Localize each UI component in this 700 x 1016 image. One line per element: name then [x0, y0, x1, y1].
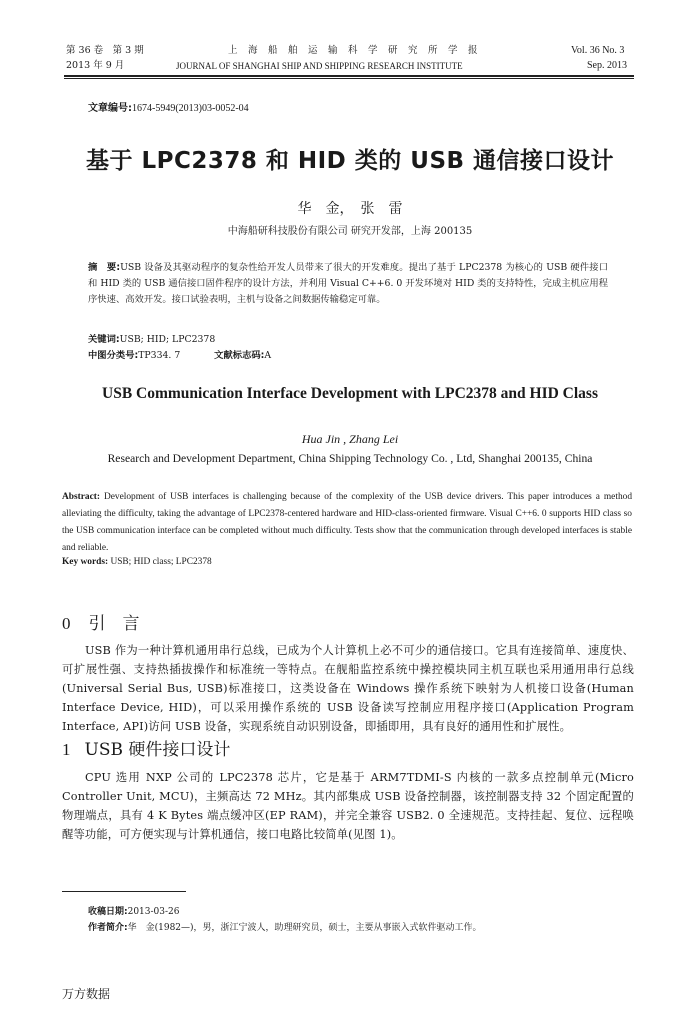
abstract-en-text: Development of USB interfaces is challenging because of the complexity of the USB device drivers. This paper introduces a method alleviating the difficulty, taking the advantage of LPC2378-centered hardware and HID-class-oriented firmware. Visual C++6. 0 supports HID class so the USB communication interface can be completed without much difficulty. Tests show that the communication through developed interfaces is stable and reliable. — [62, 492, 633, 553]
authors-en: Hua Jin , Zhang Lei — [301, 432, 399, 446]
header-journal-en: JOURNAL OF SHANGHAI SHIP AND SHIPPING RESEARCH INSTITUTE — [176, 61, 463, 71]
section-1-number: 1 — [62, 740, 71, 759]
keywords-cn-value: USB; HID; LPC2378 — [119, 334, 216, 345]
article-number — [88, 99, 249, 114]
received-value: 2013-03-26 — [127, 907, 180, 917]
footnote-rule — [62, 891, 186, 892]
article-number-label: 文章编号: — [88, 103, 132, 114]
keywords-en — [62, 557, 212, 567]
section-0-number: 0 — [62, 614, 71, 633]
header-rule-top — [64, 75, 634, 77]
affiliation-en: Research and Development Department, China Shipping Technology Co. , Ltd, Shanghai 200135, China — [107, 452, 593, 465]
watermark: 万方数据 — [62, 987, 111, 1001]
header-volume: 第 36 卷 第 3 期 — [66, 45, 144, 56]
header-journal-cn: 上 海 船 舶 运 输 科 学 研 究 所 学 报 — [228, 45, 479, 56]
authors-cn: 华 金， 张 雷 — [297, 201, 403, 217]
title-en: USB Communication Interface Development with LPC2378 and HID Class — [102, 385, 598, 402]
clc-label: 中图分类号: — [88, 350, 139, 361]
keywords-cn-label: 关键词: — [88, 334, 120, 345]
doc-code-label: 文献标志码: — [214, 350, 265, 361]
footnote-received — [88, 905, 180, 920]
abstract-en — [62, 489, 632, 557]
article-number-value: 1674-5949(2013)03-0052-04 — [132, 103, 249, 114]
abstract-en-label: Abstract: — [62, 492, 101, 502]
section-1-title: USB 硬件接口设计 — [84, 740, 231, 760]
abstract-cn-label: 摘 要: — [88, 262, 121, 273]
clc-value: TP334. 7 — [138, 350, 181, 361]
header-vol-en: Vol. 36 No. 3 — [571, 45, 625, 56]
section-1-heading — [62, 735, 230, 760]
abstract-cn — [88, 260, 608, 307]
footnote-bio — [88, 921, 482, 936]
keywords-en-label: Key words: — [62, 557, 109, 567]
title-cn: 基于 LPC2378 和 HID 类的 USB 通信接口设计 — [85, 148, 615, 174]
header-date: 2013 年 9 月 — [66, 60, 125, 71]
section-0-body: USB 作为一种计算机通用串行总线，已成为个人计算机上必不可少的通信接口。它具有连接简单、速度快、可扩展性强、支持热插拔操作和标准统一等特点。在舰船监控系统中操控模块同主机互联也采用通用串行总线(Universal Serial Bus, USB)标准接口，这类设备在 Windows 操作系统下映射为人机接口设备(Human Interface Device, HID)，可以采用操作系统的 USB 设备读写控制应用程序接口(Application Program Interface, API)访问 USB 设备，实现系统自动识别设备，即插即用，具有良好的通用性和扩展性。 — [62, 644, 634, 733]
section-0-title: 引 言 — [88, 614, 140, 634]
bio-label: 作者简介: — [88, 923, 128, 933]
header-rule-bottom — [64, 78, 634, 79]
keywords-cn — [88, 332, 215, 348]
header-date-en: Sep. 2013 — [587, 60, 627, 71]
affiliation-cn: 中海船研科技股份有限公司 研究开发部，上海 200135 — [227, 226, 473, 237]
section-0-heading — [62, 609, 140, 634]
doc-code-value: A — [264, 350, 272, 361]
abstract-cn-text: USB 设备及其驱动程序的复杂性给开发人员带来了很大的开发难度。提出了基于 LPC2378 为核心的 USB 硬件接口和 HID 类的 USB 通信接口固件程序的设计方法，并利用 Visual C++6. 0 开发环境对 HID 类的支持特性，完成主机应用程序快速、高效开发。接口试验表明，主机与设备之间数据传输稳定可靠。 — [88, 262, 608, 305]
bio-value: 华 金(1982—)，男，浙江宁波人，助理研究员，硕士，主要从事嵌入式软件驱动工作。 — [127, 923, 482, 933]
classification — [88, 348, 271, 364]
section-1-body: CPU 选用 NXP 公司的 LPC2378 芯片，它是基于 ARM7TDMI-S 内核的一款多点控制单元(Micro Controller Unit, MCU)，主频高达 72 MHz。其内部集成 USB 设备控制器，该控制器支持 32 个固定配置的物理端点，具有 4 K Bytes 端点缓冲区(EP RAM)，并完全兼容 USB2. 0 全速规范。支持挂起、复位、远程唤醒等功能，可方便实现与计算机通信，接口电路比较简单(见图 1)。 — [62, 771, 634, 841]
received-label: 收稿日期: — [88, 907, 128, 917]
keywords-en-value: USB; HID class; LPC2378 — [110, 557, 212, 567]
